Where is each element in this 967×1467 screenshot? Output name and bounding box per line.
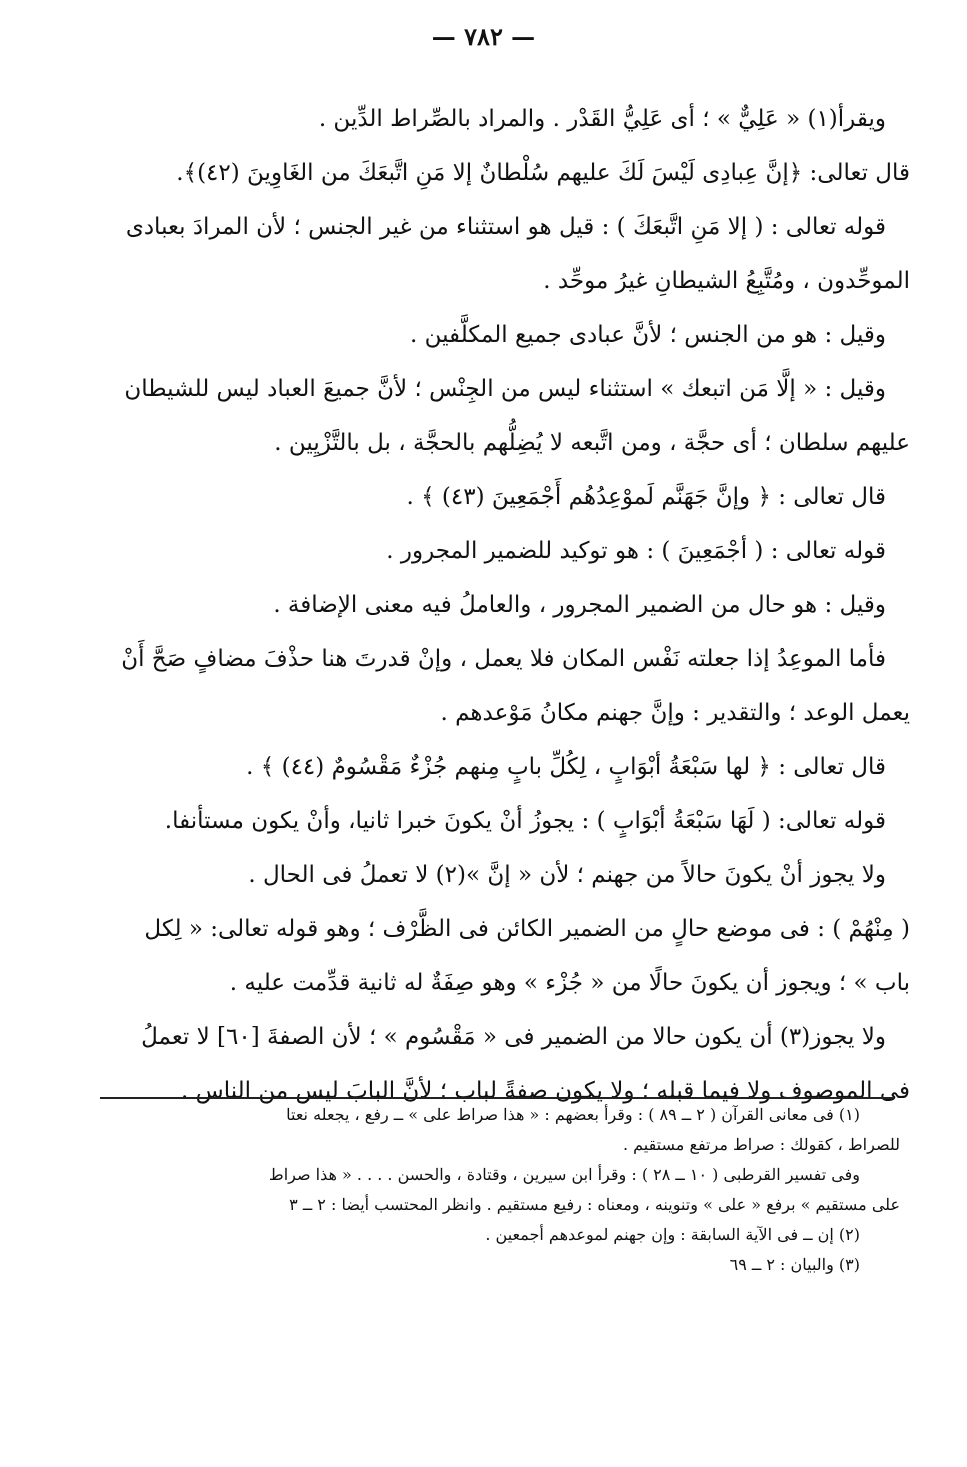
text-line: قوله تعالى: ( لَهَا سَبْعَةُ أبْوَابٍ ) : يجوزُ أنْ يكونَ خبرا ثانيا، وأنْ يكون مستأنفا. (164, 808, 886, 834)
text-line: وقيل : هو من الجنس ؛ لأنَّ عبادى جميع المكلَّفين . (409, 322, 886, 348)
text-line: قال تعالى: ﴿إنَّ عِبادِى لَيْسَ لَكَ عليهم سُلْطانٌ إلا مَنِ اتَّبعَكَ من الغَاوِينَ (٤٢)﴾. (176, 160, 910, 186)
footnote-divider (100, 1097, 894, 1099)
footnote-line: (٢) إن ــ فى الآية السابقة : وإن جهنم لموعدهم أجمعين . (485, 1225, 860, 1244)
footnote-line: (١) فى معانى القرآن ( ٢ ــ ٨٩ ) : وقرأ بعضهم : « هذا صراط على » ــ رفع ، يجعله نعتا (286, 1105, 860, 1124)
main-text (110, 92, 910, 1118)
text-line: فى الموصوف ولا فيما قبله ؛ ولا يكون صفةً لباب ؛ لأنَّ البابَ ليس من الناس . (181, 1078, 910, 1104)
text-line: قال تعالى : ﴿ لها سَبْعَةُ أبْوَابٍ ، لِكُلِّ بابٍ مِنهم جُزْءٌ مَقْسُومٌ (٤٤) ﴾ . (246, 754, 886, 780)
text-line: قال تعالى : ﴿ وإنَّ جَهَنَّم لَموْعِدُهُم أَجْمَعِينَ (٤٣) ﴾ . (406, 484, 886, 510)
text-line: ولا يجوز(٣) أن يكون حالا من الضمير فى « مَقْسُوم » ؛ لأن الصفةَ [٦٠] لا تعملُ (141, 1024, 886, 1050)
text-line: عليهم سلطان ؛ أى حجَّة ، ومن اتَّبعه لا يُضِلُّهم بالحجَّة ، بل بالتَّزْيِين . (274, 430, 910, 456)
footnotes (100, 1100, 900, 1280)
footnote-line: (٣) والبيان : ٢ ــ ٦٩ (729, 1255, 860, 1274)
text-line: فأما الموعِدُ إذا جعلته نَفْس المكان فلا يعمل ، وإنْ قدرتَ هنا حذْفَ مضافٍ صَحَّ أَنْ (121, 646, 886, 672)
text-line: وقيل : « إلَّا مَن اتبعك » استثناء ليس من الجِنْس ؛ لأنَّ جميعَ العباد ليس للشيطان (124, 376, 886, 402)
text-line: باب » ؛ ويجوز أن يكونَ حالًا من « جُزْء » وهو صِفَةٌ له ثانية قدِّمت عليه . (229, 970, 910, 996)
page-number: — ٧٨٢ — (431, 22, 536, 51)
footnote-line: للصراط ، كقولك : صراط مرتفع مستقيم . (622, 1135, 900, 1154)
footnote-line: وفى تفسير القرطبى ( ١٠ ــ ٢٨ ) : وقرأ ابن سيرين ، وقتادة ، والحسن . . . . « هذا صراط (268, 1165, 860, 1184)
text-line: وقيل : هو حال من الضمير المجرور ، والعاملُ فيه معنى الإضافة . (273, 592, 886, 618)
text-line: ويقرأ(١) « عَلِيٌّ » ؛ أى عَلِيُّ القَدْر . والمراد بالصِّراط الدِّين . (318, 106, 886, 132)
text-line: يعمل الوعد ؛ والتقدير : وإنَّ جهنم مكانُ مَوْعدهم . (440, 700, 910, 726)
text-line: ( مِنْهُمْ ) : فى موضع حالٍ من الضمير الكائن فى الظَّرْف ؛ وهو قوله تعالى: « لِكل (144, 916, 910, 942)
text-line: قوله تعالى : ( إلا مَنِ اتَّبعَكَ ) : قيل هو استثناء من غير الجنس ؛ لأن المرادَ بعبادى (125, 214, 886, 240)
text-line: الموحِّدون ، ومُتَّبِعُ الشيطانِ غيرُ موحِّد . (543, 268, 910, 294)
text-line: ولا يجوز أنْ يكونَ حالاً من جهنم ؛ لأن « إنَّ »(٢) لا تعملُ فى الحال . (248, 862, 886, 888)
text-line: قوله تعالى : ( أجْمَعِينَ ) : هو توكيد للضمير المجرور . (386, 538, 886, 564)
footnote-line: على مستقيم » برفع « على » وتنوينه ، ومعناه : رفيع مستقيم . وانظر المحتسب أيضا : ٢ ــ ٣ (289, 1195, 900, 1214)
